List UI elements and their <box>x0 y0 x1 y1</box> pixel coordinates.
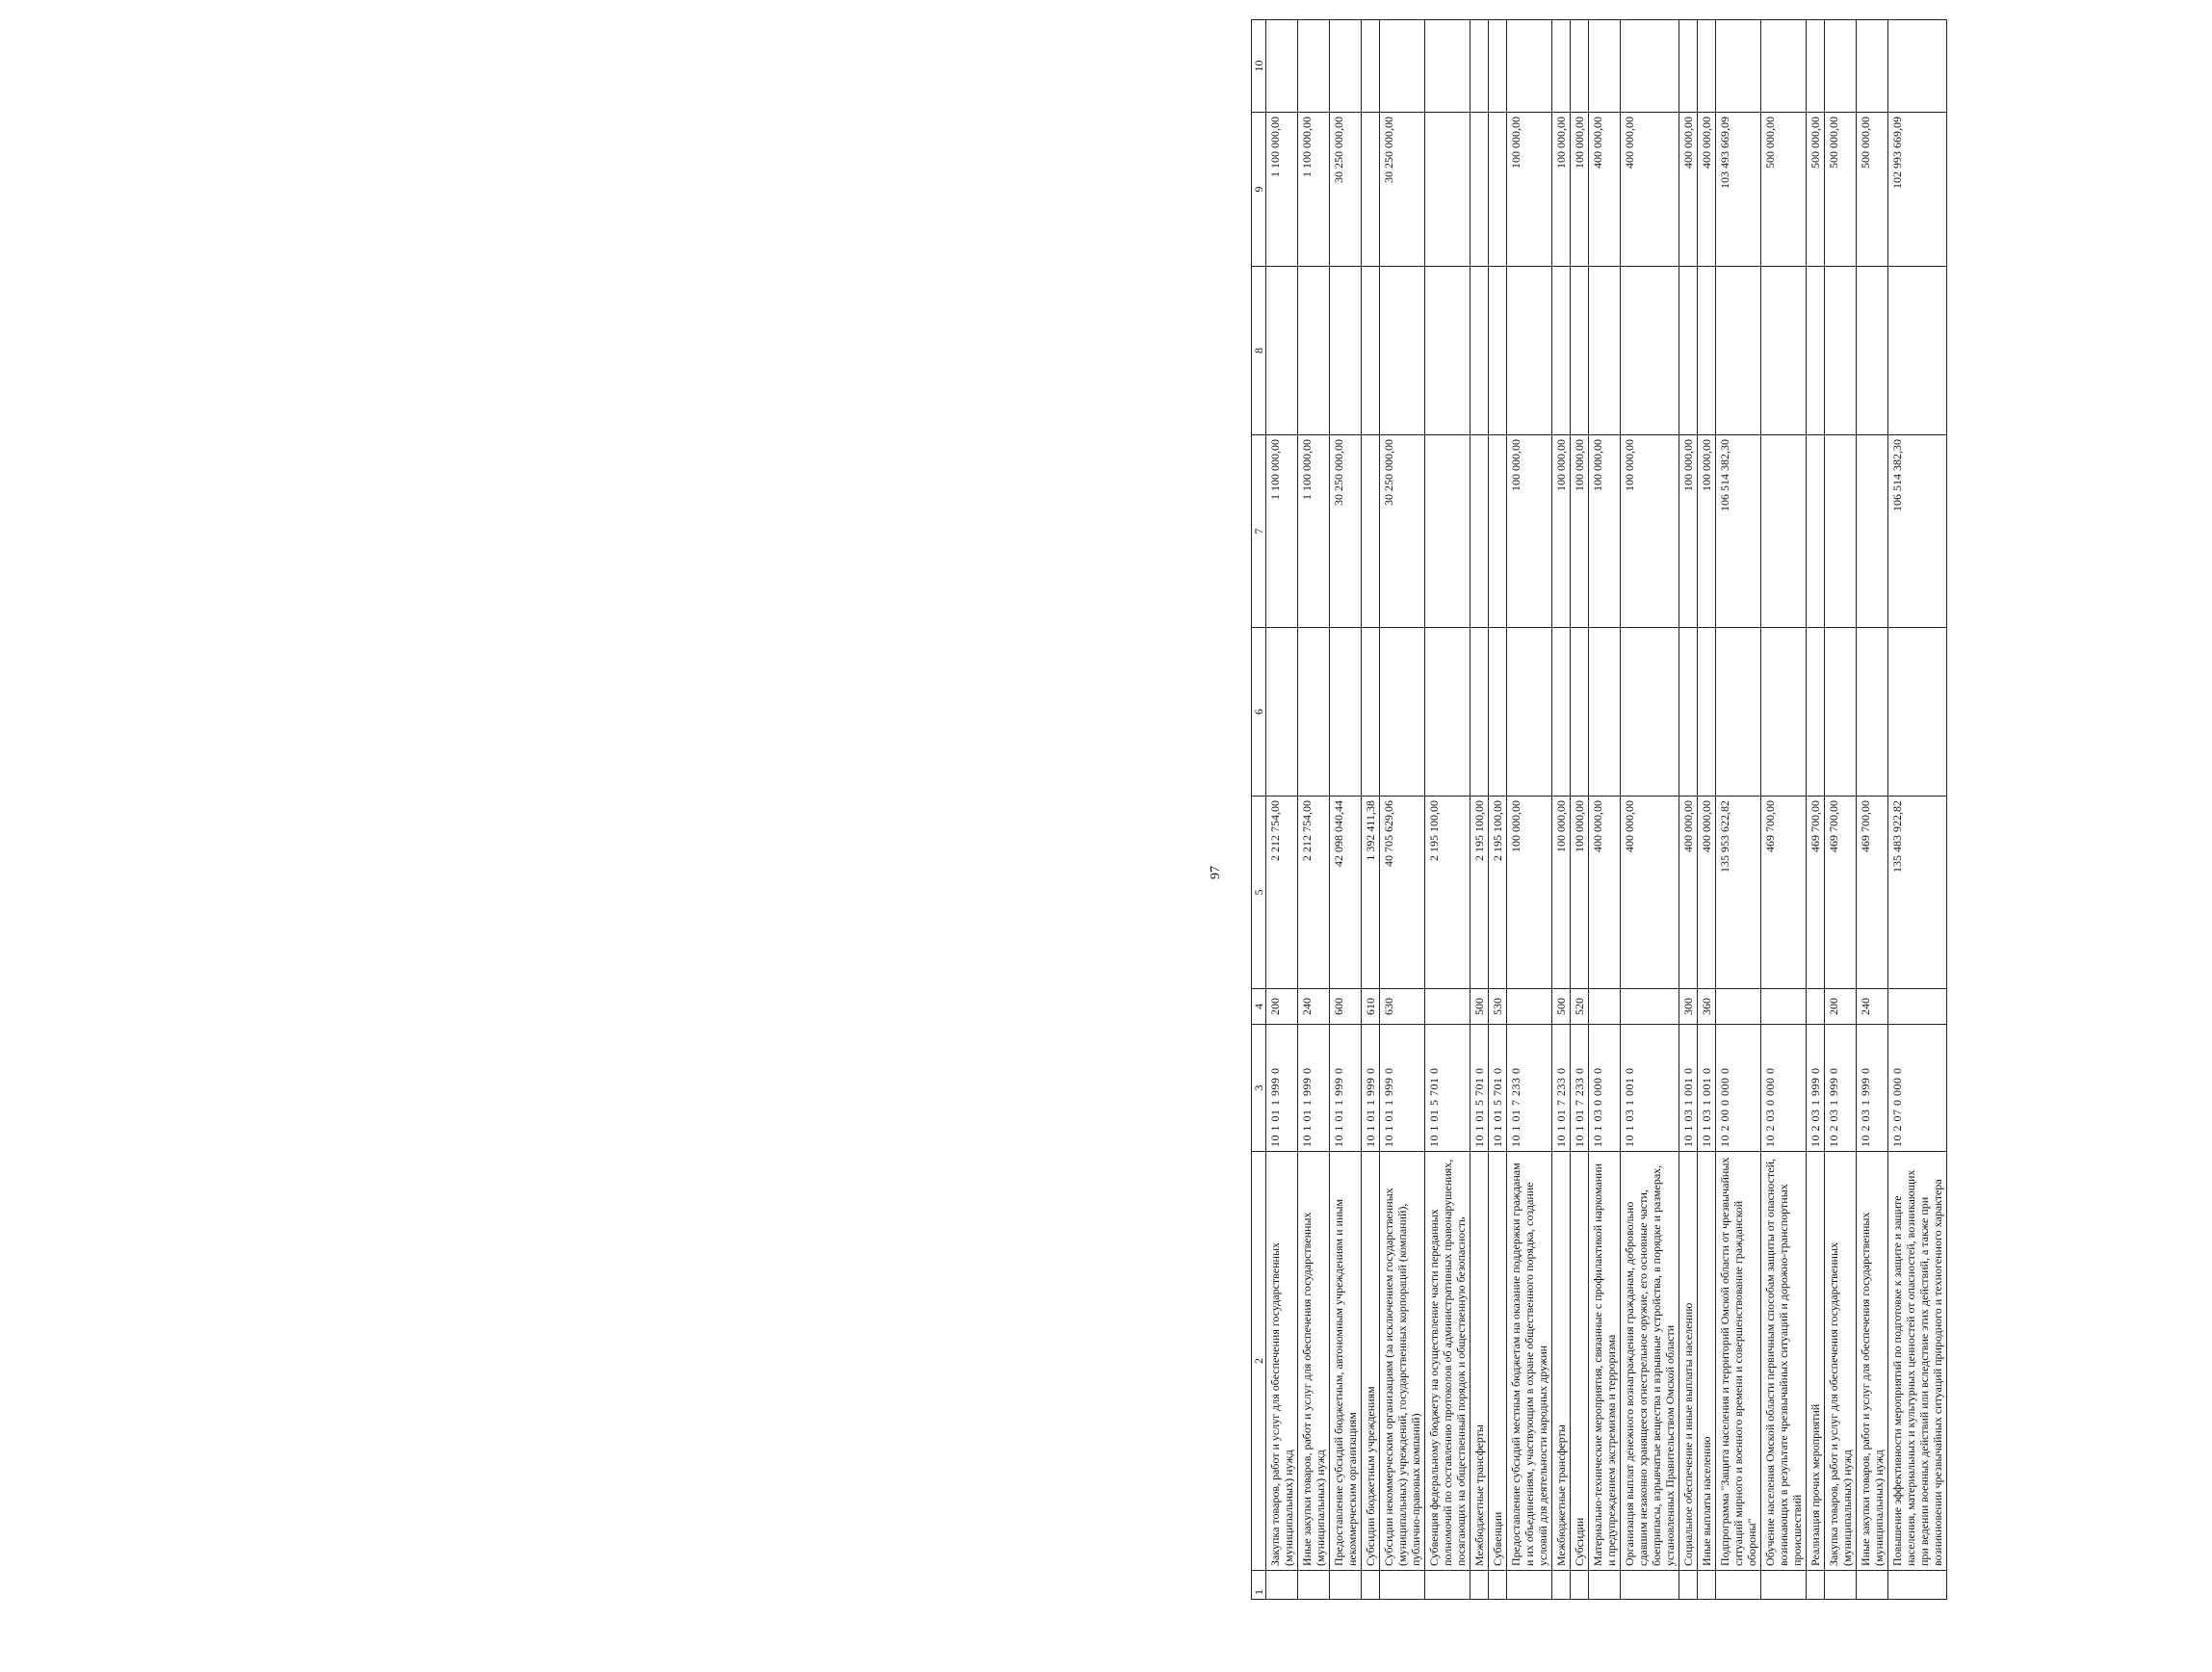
amount-col7-cell: 106 514 382,30 <box>1716 435 1761 628</box>
col-10-header: 10 <box>1252 20 1266 113</box>
name-cell: Предоставление субсидий местным бюджетам на оказание поддержки гражданам и их объединениям, участвующим в охране общественного порядка, создание условий для деятельности народных дружин <box>1507 1152 1552 1571</box>
amount-col10-cell <box>1761 20 1807 113</box>
amount-col10-cell <box>1362 20 1380 113</box>
name-cell: Закупка товаров, работ и услуг для обеспечения государственных (муниципальных) нужд <box>1825 1152 1857 1571</box>
amount-col6-cell <box>1266 628 1298 797</box>
amount-col6-cell <box>1507 628 1552 797</box>
amount-col9-cell: 100 000,00 <box>1571 113 1589 267</box>
amount-col10-cell <box>1266 20 1298 113</box>
seq-cell <box>1761 1571 1807 1600</box>
amount-col9-cell: 500 000,00 <box>1825 113 1857 267</box>
code-cell: 10 2 00 0 000 0 <box>1716 1025 1761 1152</box>
seq-cell <box>1621 1571 1679 1600</box>
amount-col10-cell <box>1470 20 1489 113</box>
amount-col7-cell <box>1489 435 1507 628</box>
code-cell: 10 2 03 0 000 0 <box>1761 1025 1807 1152</box>
amount-col6-cell <box>1362 628 1380 797</box>
amount-col5-cell: 400 000,00 <box>1621 797 1679 989</box>
seq-cell <box>1425 1571 1470 1600</box>
amount-col7-cell <box>1425 435 1470 628</box>
name-cell: Субвенции <box>1489 1152 1507 1571</box>
amount-col5-cell: 100 000,00 <box>1507 797 1552 989</box>
amount-col5-cell: 40 705 629,06 <box>1380 797 1425 989</box>
code-cell: 10 1 03 0 000 0 <box>1589 1025 1621 1152</box>
col-7-header: 7 <box>1252 435 1266 628</box>
amount-col9-cell <box>1489 113 1507 267</box>
amount-col7-cell: 1 100 000,00 <box>1298 435 1330 628</box>
amount-col9-cell: 400 000,00 <box>1679 113 1698 267</box>
code-cell: 10 1 01 7 233 0 <box>1507 1025 1552 1152</box>
seq-cell <box>1589 1571 1621 1600</box>
code-cell: 10 1 01 1 999 0 <box>1380 1025 1425 1152</box>
amount-col6-cell <box>1698 628 1716 797</box>
table-row <box>1470 20 1489 1600</box>
amount-col9-cell: 100 000,00 <box>1507 113 1552 267</box>
amount-col7-cell: 100 000,00 <box>1698 435 1716 628</box>
expense-type-cell <box>1425 989 1470 1025</box>
amount-col8-cell <box>1380 267 1425 435</box>
amount-col9-cell: 400 000,00 <box>1698 113 1716 267</box>
seq-cell <box>1507 1571 1552 1600</box>
amount-col7-cell <box>1825 435 1857 628</box>
code-cell: 10 1 01 1 999 0 <box>1362 1025 1380 1152</box>
seq-cell <box>1888 1571 1947 1600</box>
amount-col5-cell: 2 212 754,00 <box>1266 797 1298 989</box>
amount-col6-cell <box>1857 628 1888 797</box>
amount-col9-cell <box>1425 113 1470 267</box>
name-cell: Реализация прочих мероприятий <box>1807 1152 1825 1571</box>
amount-col10-cell <box>1507 20 1552 113</box>
name-cell: Субвенция федеральному бюджету на осуществление части переданных полномочий по составлению протоколов об административных правонарушениях, посягающих на общественный порядок и общественную безопасность <box>1425 1152 1470 1571</box>
seq-cell <box>1330 1571 1362 1600</box>
amount-col7-cell <box>1807 435 1825 628</box>
amount-col9-cell <box>1362 113 1380 267</box>
table-row <box>1825 20 1857 1600</box>
name-cell: Организация выплат денежного вознаграждения гражданам, добровольно сдавшим незаконно хранящееся огнестрельное оружие, его основные части, боеприпасы, взрывчатые вещества и взрывные устройства, в порядке и размерах, установленных Правительством Омской области <box>1621 1152 1679 1571</box>
amount-col8-cell <box>1888 267 1947 435</box>
name-cell: Подпрограмма "Защита населения и территорий Омской области от чрезвычайных ситуаций мирного и военного времени и совершенствование гражданской обороны" <box>1716 1152 1761 1571</box>
seq-cell <box>1266 1571 1298 1600</box>
amount-col9-cell: 500 000,00 <box>1761 113 1807 267</box>
amount-col10-cell <box>1380 20 1425 113</box>
amount-col7-cell: 100 000,00 <box>1507 435 1552 628</box>
amount-col10-cell <box>1425 20 1470 113</box>
expense-type-cell <box>1621 989 1679 1025</box>
table-row <box>1425 20 1470 1600</box>
code-cell: 10 2 03 1 999 0 <box>1857 1025 1888 1152</box>
amount-col10-cell <box>1621 20 1679 113</box>
code-cell: 10 1 01 7 233 0 <box>1571 1025 1589 1152</box>
amount-col8-cell <box>1571 267 1589 435</box>
amount-col10-cell <box>1571 20 1589 113</box>
amount-col5-cell: 135 483 922,82 <box>1888 797 1947 989</box>
amount-col9-cell: 30 250 000,00 <box>1380 113 1425 267</box>
code-cell: 10 1 03 1 001 0 <box>1621 1025 1679 1152</box>
table-row <box>1888 20 1947 1600</box>
seq-cell <box>1698 1571 1716 1600</box>
name-cell: Иные закупки товаров, работ и услуг для обеспечения государственных (муниципальных) нужд <box>1857 1152 1888 1571</box>
amount-col5-cell: 2 195 100,00 <box>1470 797 1489 989</box>
col-8-header: 8 <box>1252 267 1266 435</box>
expense-type-cell: 520 <box>1571 989 1589 1025</box>
amount-col8-cell <box>1589 267 1621 435</box>
code-cell: 10 2 03 1 999 0 <box>1807 1025 1825 1152</box>
seq-cell <box>1489 1571 1507 1600</box>
amount-col7-cell: 1 100 000,00 <box>1266 435 1298 628</box>
expense-type-cell: 240 <box>1298 989 1330 1025</box>
amount-col7-cell: 106 514 382,30 <box>1888 435 1947 628</box>
amount-col8-cell <box>1679 267 1698 435</box>
amount-col5-cell: 1 392 411,38 <box>1362 797 1380 989</box>
amount-col6-cell <box>1825 628 1857 797</box>
seq-cell <box>1825 1571 1857 1600</box>
amount-col10-cell <box>1330 20 1362 113</box>
expense-type-cell: 630 <box>1380 989 1425 1025</box>
amount-col10-cell <box>1807 20 1825 113</box>
amount-col6-cell <box>1716 628 1761 797</box>
table-row <box>1266 20 1298 1600</box>
amount-col9-cell: 30 250 000,00 <box>1330 113 1362 267</box>
amount-col6-cell <box>1571 628 1589 797</box>
amount-col9-cell <box>1470 113 1489 267</box>
seq-cell <box>1716 1571 1761 1600</box>
seq-cell <box>1571 1571 1589 1600</box>
table-row <box>1761 20 1807 1600</box>
amount-col9-cell: 103 493 669,09 <box>1716 113 1761 267</box>
amount-col6-cell <box>1470 628 1489 797</box>
amount-col6-cell <box>1679 628 1698 797</box>
amount-col8-cell <box>1807 267 1825 435</box>
amount-col9-cell: 500 000,00 <box>1857 113 1888 267</box>
amount-col7-cell: 100 000,00 <box>1571 435 1589 628</box>
code-cell: 10 1 01 1 999 0 <box>1266 1025 1298 1152</box>
table-row <box>1621 20 1679 1600</box>
name-cell: Субсидии <box>1571 1152 1589 1571</box>
table-row <box>1362 20 1380 1600</box>
expense-type-cell: 610 <box>1362 989 1380 1025</box>
name-cell: Закупка товаров, работ и услуг для обеспечения государственных (муниципальных) нужд <box>1266 1152 1298 1571</box>
amount-col10-cell <box>1589 20 1621 113</box>
seq-cell <box>1380 1571 1425 1600</box>
amount-col8-cell <box>1698 267 1716 435</box>
amount-col6-cell <box>1380 628 1425 797</box>
expense-type-cell <box>1716 989 1761 1025</box>
amount-col8-cell <box>1621 267 1679 435</box>
amount-col7-cell <box>1761 435 1807 628</box>
col-5-header: 5 <box>1252 797 1266 989</box>
seq-cell <box>1470 1571 1489 1600</box>
amount-col5-cell: 100 000,00 <box>1552 797 1571 989</box>
expense-type-cell: 360 <box>1698 989 1716 1025</box>
expense-type-cell: 200 <box>1266 989 1298 1025</box>
amount-col8-cell <box>1489 267 1507 435</box>
amount-col9-cell: 102 993 669,09 <box>1888 113 1947 267</box>
code-cell: 10 1 03 1 001 0 <box>1698 1025 1716 1152</box>
amount-col8-cell <box>1507 267 1552 435</box>
amount-col8-cell <box>1716 267 1761 435</box>
amount-col7-cell <box>1470 435 1489 628</box>
seq-cell <box>1679 1571 1698 1600</box>
amount-col9-cell: 400 000,00 <box>1589 113 1621 267</box>
amount-col8-cell <box>1552 267 1571 435</box>
table-row <box>1507 20 1552 1600</box>
amount-col8-cell <box>1470 267 1489 435</box>
expense-type-cell: 200 <box>1825 989 1857 1025</box>
amount-col8-cell <box>1425 267 1470 435</box>
amount-col8-cell <box>1266 267 1298 435</box>
name-cell: Предоставление субсидий бюджетным, автономным учреждениям и иным некоммерческим организациям <box>1330 1152 1362 1571</box>
amount-col5-cell: 469 700,00 <box>1825 797 1857 989</box>
amount-col9-cell: 500 000,00 <box>1807 113 1825 267</box>
amount-col5-cell: 2 195 100,00 <box>1425 797 1470 989</box>
amount-col7-cell: 30 250 000,00 <box>1330 435 1362 628</box>
amount-col7-cell <box>1857 435 1888 628</box>
expense-type-cell <box>1807 989 1825 1025</box>
amount-col9-cell: 400 000,00 <box>1621 113 1679 267</box>
expense-type-cell: 300 <box>1679 989 1698 1025</box>
expense-type-cell <box>1888 989 1947 1025</box>
amount-col7-cell: 100 000,00 <box>1589 435 1621 628</box>
expense-type-cell: 500 <box>1552 989 1571 1025</box>
amount-col5-cell: 400 000,00 <box>1698 797 1716 989</box>
amount-col6-cell <box>1888 628 1947 797</box>
table-row <box>1571 20 1589 1600</box>
code-cell: 10 1 01 5 701 0 <box>1489 1025 1507 1152</box>
expense-type-cell: 240 <box>1857 989 1888 1025</box>
amount-col7-cell: 100 000,00 <box>1621 435 1679 628</box>
name-cell: Социальное обеспечение и иные выплаты населению <box>1679 1152 1698 1571</box>
code-cell: 10 1 01 1 999 0 <box>1330 1025 1362 1152</box>
amount-col8-cell <box>1330 267 1362 435</box>
expense-type-cell: 600 <box>1330 989 1362 1025</box>
code-cell: 10 2 03 1 999 0 <box>1825 1025 1857 1152</box>
amount-col10-cell <box>1888 20 1947 113</box>
amount-col6-cell <box>1807 628 1825 797</box>
amount-col6-cell <box>1330 628 1362 797</box>
table-row <box>1330 20 1362 1600</box>
table-row <box>1857 20 1888 1600</box>
name-cell: Субсидии некоммерческим организациям (за исключением государственных (муниципальных) учреждений, государственных корпораций (компаний), публично-правовых компаний) <box>1380 1152 1425 1571</box>
amount-col7-cell: 30 250 000,00 <box>1380 435 1425 628</box>
col-1-header: 1 <box>1252 1571 1266 1600</box>
amount-col8-cell <box>1761 267 1807 435</box>
amount-col6-cell <box>1425 628 1470 797</box>
table-row <box>1679 20 1698 1600</box>
col-6-header: 6 <box>1252 628 1266 797</box>
name-cell: Повышение эффективности мероприятий по подготовке к защите и защите населения, материальных и культурных ценностей от опасностей, возникающих при ведении военных действий или вследствие этих действий, а также при возникновении чрезвычайных ситуаций природного и техногенного характера <box>1888 1152 1947 1571</box>
code-cell: 10 1 01 5 701 0 <box>1425 1025 1470 1152</box>
amount-col10-cell <box>1679 20 1698 113</box>
amount-col7-cell: 100 000,00 <box>1552 435 1571 628</box>
name-cell: Иные выплаты населению <box>1698 1152 1716 1571</box>
amount-col6-cell <box>1489 628 1507 797</box>
expense-type-cell <box>1589 989 1621 1025</box>
amount-col7-cell <box>1362 435 1380 628</box>
col-4-header: 4 <box>1252 989 1266 1025</box>
expense-type-cell <box>1761 989 1807 1025</box>
name-cell: Иные закупки товаров, работ и услуг для обеспечения государственных (муниципальных) нужд <box>1298 1152 1330 1571</box>
amount-col10-cell <box>1489 20 1507 113</box>
name-cell: Межбюджетные трансферты <box>1470 1152 1489 1571</box>
rotated-page <box>1162 60 2212 1662</box>
table-row <box>1380 20 1425 1600</box>
amount-col10-cell <box>1825 20 1857 113</box>
name-cell: Материально-технические мероприятия, связанные с профилактикой наркомании и предупреждением экстремизма и терроризма <box>1589 1152 1621 1571</box>
amount-col8-cell <box>1857 267 1888 435</box>
code-cell: 10 1 01 7 233 0 <box>1552 1025 1571 1152</box>
amount-col7-cell: 100 000,00 <box>1679 435 1698 628</box>
name-cell: Обучение населения Омской области первичным способам защиты от опасностей, возникающих в результате чрезвычайных ситуаций и дорожно-транспортных происшествий <box>1761 1152 1807 1571</box>
column-number-row <box>1252 20 1266 1600</box>
seq-cell <box>1298 1571 1330 1600</box>
page-number: 97 <box>1209 866 1223 879</box>
amount-col6-cell <box>1761 628 1807 797</box>
amount-col8-cell <box>1362 267 1380 435</box>
amount-col5-cell: 42 098 040,44 <box>1330 797 1362 989</box>
table-row <box>1298 20 1330 1600</box>
amount-col5-cell: 135 953 622,82 <box>1716 797 1761 989</box>
table-row <box>1552 20 1571 1600</box>
name-cell: Субсидии бюджетным учреждениям <box>1362 1152 1380 1571</box>
table-row <box>1716 20 1761 1600</box>
amount-col5-cell: 100 000,00 <box>1571 797 1589 989</box>
amount-col10-cell <box>1857 20 1888 113</box>
amount-col5-cell: 400 000,00 <box>1679 797 1698 989</box>
budget-table <box>1251 19 1947 1600</box>
amount-col6-cell <box>1298 628 1330 797</box>
amount-col6-cell <box>1552 628 1571 797</box>
amount-col6-cell <box>1621 628 1679 797</box>
table-row <box>1698 20 1716 1600</box>
amount-col5-cell: 2 195 100,00 <box>1489 797 1507 989</box>
name-cell: Межбюджетные трансферты <box>1552 1152 1571 1571</box>
expense-type-cell: 500 <box>1470 989 1489 1025</box>
seq-cell <box>1552 1571 1571 1600</box>
amount-col10-cell <box>1298 20 1330 113</box>
col-3-header: 3 <box>1252 1025 1266 1152</box>
col-2-header: 2 <box>1252 1152 1266 1571</box>
amount-col5-cell: 469 700,00 <box>1761 797 1807 989</box>
amount-col10-cell <box>1716 20 1761 113</box>
code-cell: 10 1 03 1 001 0 <box>1679 1025 1698 1152</box>
table-row <box>1589 20 1621 1600</box>
table-row <box>1489 20 1507 1600</box>
amount-col9-cell: 1 100 000,00 <box>1298 113 1330 267</box>
table-row <box>1807 20 1825 1600</box>
code-cell: 10 1 01 1 999 0 <box>1298 1025 1330 1152</box>
amount-col9-cell: 1 100 000,00 <box>1266 113 1298 267</box>
amount-col10-cell <box>1698 20 1716 113</box>
col-9-header: 9 <box>1252 113 1266 267</box>
amount-col8-cell <box>1825 267 1857 435</box>
code-cell: 10 2 07 0 000 0 <box>1888 1025 1947 1152</box>
code-cell: 10 1 01 5 701 0 <box>1470 1025 1489 1152</box>
amount-col9-cell: 100 000,00 <box>1552 113 1571 267</box>
seq-cell <box>1362 1571 1380 1600</box>
seq-cell <box>1807 1571 1825 1600</box>
amount-col5-cell: 469 700,00 <box>1857 797 1888 989</box>
amount-col5-cell: 469 700,00 <box>1807 797 1825 989</box>
amount-col5-cell: 400 000,00 <box>1589 797 1621 989</box>
expense-type-cell: 530 <box>1489 989 1507 1025</box>
amount-col10-cell <box>1552 20 1571 113</box>
amount-col5-cell: 2 212 754,00 <box>1298 797 1330 989</box>
expense-type-cell <box>1507 989 1552 1025</box>
amount-col6-cell <box>1589 628 1621 797</box>
seq-cell <box>1857 1571 1888 1600</box>
amount-col8-cell <box>1298 267 1330 435</box>
